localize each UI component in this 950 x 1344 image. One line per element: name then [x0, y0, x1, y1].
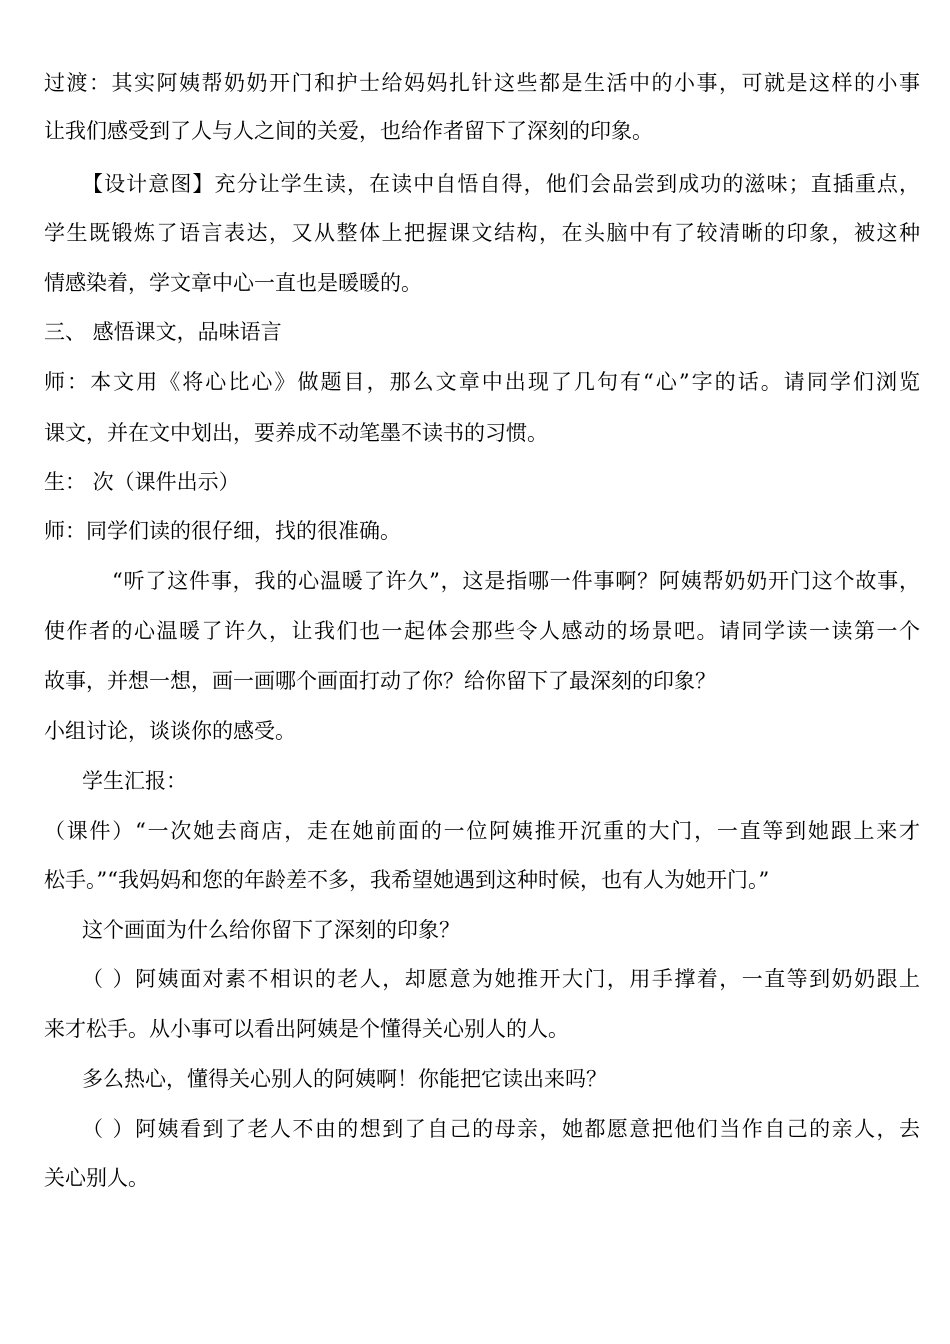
text-line: 学生既锻炼了语言表达，又从整体上把握课文结构，在头脑中有了较清晰的印象，被这种: [44, 221, 920, 245]
text-line: 过渡：其实阿姨帮奶奶开门和护士给妈妈扎针这些都是生活中的小事，可就是这样的小事: [44, 71, 920, 95]
text-line: 学生汇报：: [82, 769, 187, 793]
text-line: 使作者的心温暖了许久，让我们也一起体会那些令人感动的场景吧。请同学读一读第一个: [44, 619, 920, 643]
text-line: 来才松手。从小事可以看出阿姨是个懂得关心别人的人。: [44, 1017, 569, 1041]
design-intent-line: 【设计意图】充分让学生读，在读中自悟自得，他们会品尝到成功的滋味；直插重点，: [82, 172, 920, 196]
text-line: 小组讨论，谈谈你的感受。: [44, 719, 296, 743]
text-line: （课件）“一次她去商店，走在她前面的一位阿姨推开沉重的大门，一直等到她跟上来才: [44, 819, 920, 843]
text-line: 师：同学们读的很仔细，找的很准确。: [44, 519, 401, 543]
text-line: 故事，并想一想，画一画哪个画面打动了你？给你留下了最深刻的印象？: [44, 669, 716, 693]
text-line: “听了这件事，我的心温暖了许久”，这是指哪一件事啊？阿姨帮奶奶开门这个故事，: [112, 569, 920, 593]
text-line: 多么热心，懂得关心别人的阿姨啊！你能把它读出来吗？: [82, 1067, 607, 1091]
answer-line: （ ）阿姨看到了老人不由的想到了自己的母亲，她都愿意把他们当作自己的亲人，去: [82, 1117, 920, 1141]
text-line: 课文，并在文中划出，要养成不动笔墨不读书的习惯。: [44, 421, 548, 445]
question-line: 这个画面为什么给你留下了深刻的印象？: [82, 918, 460, 942]
text-line: 关心别人。: [44, 1166, 149, 1190]
text-line: 师：本文用《将心比心》做题目，那么文章中出现了几句有“心”字的话。请同学们浏览: [44, 370, 920, 394]
text-line: 松手。”“我妈妈和您的年龄差不多，我希望她遇到这种时候，也有人为她开门。”: [44, 868, 770, 892]
section-heading: 三、 感悟课文，品味语言: [44, 320, 282, 344]
text-line: 让我们感受到了人与人之间的关爱，也给作者留下了深刻的印象。: [44, 119, 653, 143]
text-line: 生： 次（课件出示）: [44, 470, 240, 494]
text-line: 情感染着，学文章中心一直也是暖暖的。: [44, 271, 422, 295]
answer-line: （ ）阿姨面对素不相识的老人，却愿意为她推开大门，用手撑着，一直等到奶奶跟上: [82, 967, 920, 991]
